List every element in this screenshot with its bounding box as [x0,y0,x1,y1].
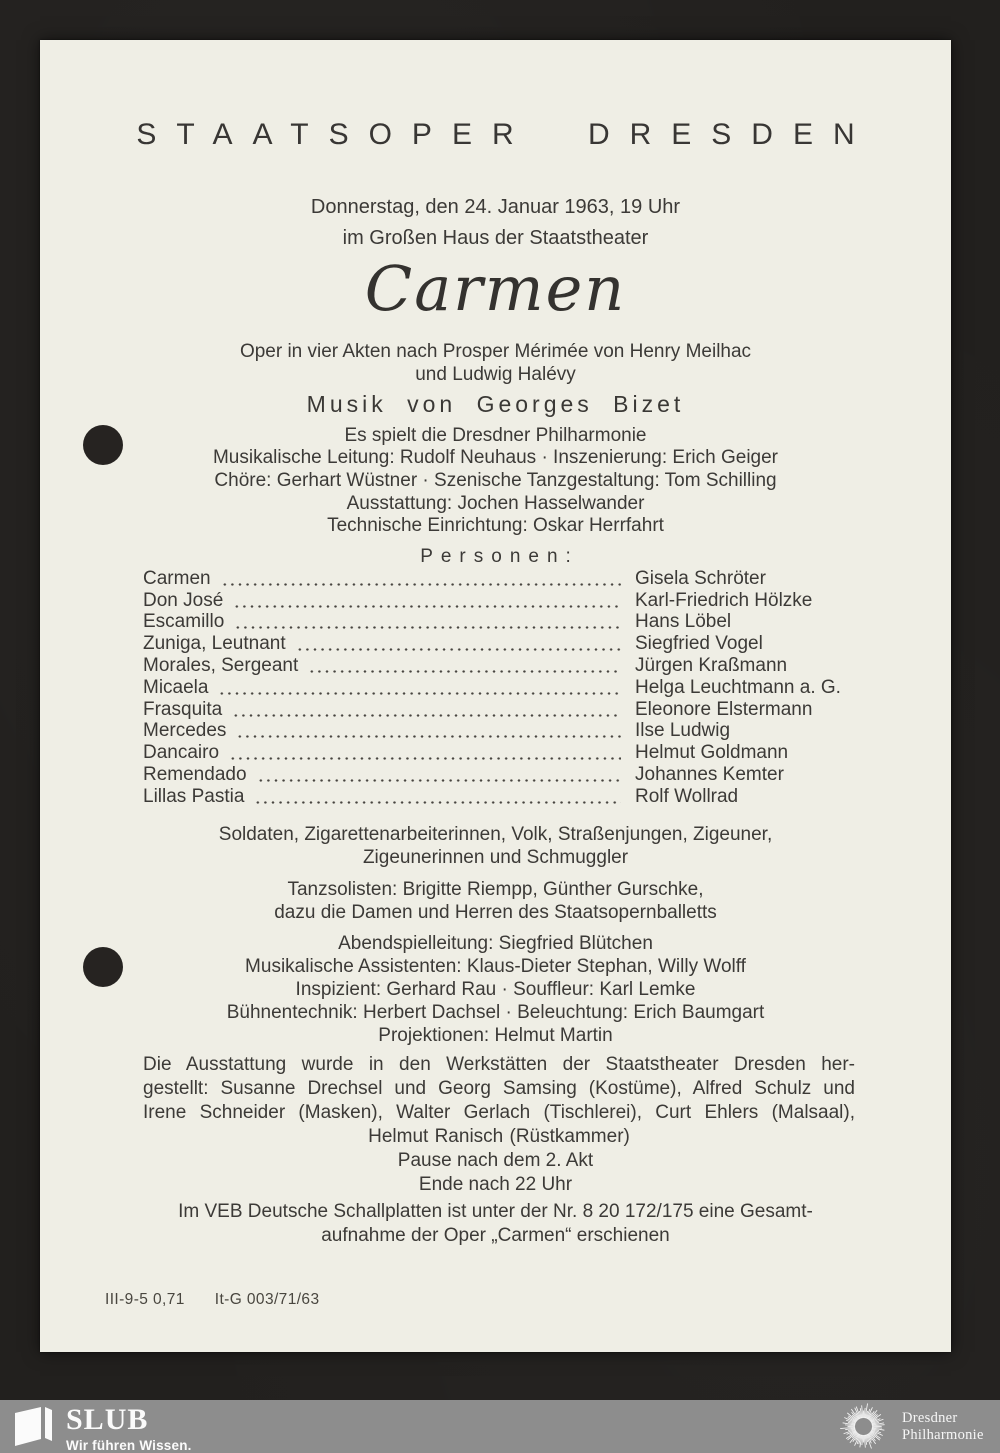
staff-credits [40,932,951,1047]
pause-line: Pause nach dem 2. Akt [397,1150,594,1171]
text-line: Irene Schneider (Masken), Walter Gerlach (Tischlerei), Curt Ehlers (Malsaal), [143,1102,855,1123]
cast-performer: Siegfried Vogel [635,633,763,655]
text-line: gestellt: Susanne Drechsel und Georg Samsing (Kostüme), Alfred Schulz und [143,1078,855,1099]
dotted-leader [232,714,621,717]
cast-list [143,568,858,808]
cast-row [143,633,858,655]
text-line: Bühnentechnik: Herbert Dachsel · Beleuchtung: Erich Baumgart [226,1002,765,1023]
cast-performer: Rolf Wollrad [635,785,739,807]
slub-tagline: Wir führen Wissen. [66,1438,192,1453]
dotted-leader [296,648,621,651]
text-line: Projektionen: Helmut Martin [378,1025,613,1046]
cast-role: Frasquita [143,698,223,720]
cast-role: Remendado [143,763,247,785]
philharmonie-starburst-icon [840,1403,887,1450]
text-line: Inspizient: Gerhard Rau · Souffleur: Karl Lemke [295,979,696,1000]
cast-role: Micaela [143,676,209,698]
dotted-leader [221,583,621,586]
cast-role: Mercedes [143,720,227,742]
dance-line1: Tanzsolisten: Brigitte Riempp, Günther Gurschke, [287,879,704,900]
library-footer-bar [0,1400,1000,1453]
cast-performer: Ilse Ludwig [635,720,731,742]
composer-line: Musik von Georges Bizet [306,391,685,417]
text-line: Musikalische Leitung: Rudolf Neuhaus · Inszenierung: Erich Geiger [212,447,779,468]
performance-date: Donnerstag, den 24. Januar 1963, 19 Uhr [310,196,681,218]
cast-role: Escamillo [143,611,225,633]
opera-subtitle-line1: Oper in vier Akten nach Prosper Mérimée von Henry Meilhac [239,341,752,362]
cast-performer: Hans Löbel [635,611,732,633]
cast-row [143,764,858,786]
cast-row [143,655,858,677]
philharmonie-wordmark [902,1410,984,1443]
cast-performer: Johannes Kemter [635,763,784,785]
philharmonie-line2: Philharmonie [902,1426,984,1443]
production-credits [40,447,951,538]
print-code-right: It-G 003/71/63 [214,1291,320,1308]
cast-role: Carmen [143,567,211,589]
cast-role: Dancairo [143,742,220,764]
ensemble-line1: Soldaten, Zigarettenarbeiterinnen, Volk, Straßenjungen, Zigeuner, [218,824,773,845]
program-page [40,40,951,1352]
print-code-left: III-9-5 0,71 [105,1291,185,1308]
end-line: Ende nach 22 Uhr [418,1174,573,1195]
slub-book-icon [14,1406,58,1448]
opera-subtitle-line2: und Ludwig Halévy [415,364,576,385]
cast-performer: Helmut Goldmann [635,742,789,764]
cast-performer: Karl-Friedrich Hölzke [635,589,813,611]
slub-logo [14,1405,192,1453]
opera-title: Carmen [364,252,627,325]
cast-row [143,677,858,699]
cast-row [143,786,858,808]
print-code [105,1291,319,1309]
dotted-leader [257,779,621,782]
cast-performer: Gisela Schröter [635,567,766,589]
cast-row [143,721,858,743]
dance-line2: dazu die Damen und Herren des Staatsopernballetts [274,902,717,923]
text-line: Musikalische Assistenten: Klaus-Dieter Stephan, Willy Wolff [245,956,746,977]
cast-role: Don José [143,589,224,611]
dotted-leader [234,626,621,629]
text-line: Ausstattung: Jochen Hasselwander [346,492,645,514]
dotted-leader [254,801,621,804]
philharmonie-logo [840,1403,984,1450]
cast-role: Zuniga, Leutnant [143,633,286,655]
cast-performer: Helga Leuchtmann a. G. [635,676,841,698]
cast-performer: Eleonore Elstermann [635,698,813,720]
record-line2: aufnahme der Oper „Carmen“ erschienen [321,1225,670,1246]
cast-row [143,612,858,634]
orchestra-line: Es spielt die Dresdner Philharmonie [344,425,647,446]
ensemble-line2: Zigeunerinnen und Schmuggler [362,847,629,868]
text-line: Technische Einrichtung: Oskar Herrfahrt [327,515,664,537]
dotted-leader [308,670,621,673]
dotted-leader [233,605,621,608]
personen-heading: Personen: [420,546,579,567]
cast-performer: Jürgen Kraßmann [635,654,788,676]
cast-row [143,742,858,764]
text-line: Helmut Ranisch (Rüstkammer) [368,1126,630,1147]
cast-role: Morales, Sergeant [143,654,299,676]
performance-venue: im Großen Haus der Staatstheater [342,227,649,249]
slub-wordmark: SLUB [66,1403,149,1436]
record-line1: Im VEB Deutsche Schallplatten ist unter der Nr. 8 20 172/175 eine Gesamt- [178,1201,813,1222]
text-line: Abendspielleitung: Siegfried Blütchen [338,933,653,954]
cast-row [143,699,858,721]
cast-role: Lillas Pastia [143,785,245,807]
dotted-leader [218,692,621,695]
dotted-leader [229,757,621,760]
theater-header: STAATSOPER DRESDEN [136,118,875,151]
text-line: Die Ausstattung wurde in den Werkstätten der Staatstheater Dresden her- [143,1054,855,1075]
workshop-paragraph [143,1053,855,1149]
cast-row [143,568,858,590]
text-line: Chöre: Gerhart Wüstner · Szenische Tanzgestaltung: Tom Schilling [214,469,777,491]
cast-row [143,590,858,612]
philharmonie-line1: Dresdner [902,1410,958,1426]
dotted-leader [236,735,621,738]
